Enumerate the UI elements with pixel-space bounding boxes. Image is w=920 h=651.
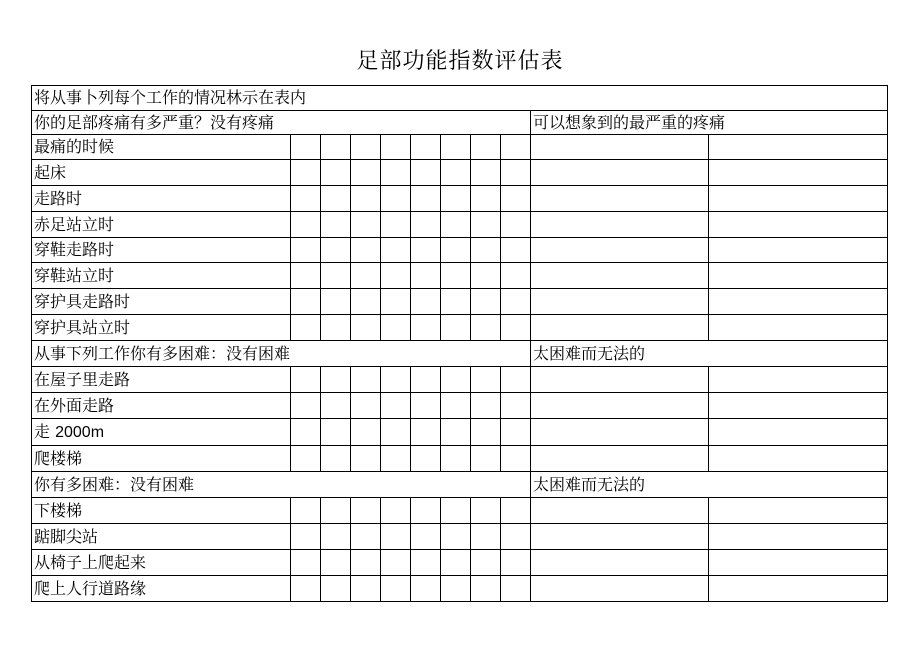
item-label: 穿鞋站立时	[32, 263, 291, 289]
rating-cell[interactable]	[471, 367, 501, 393]
item-label: 在屋子里走路	[32, 367, 291, 393]
instruction-text: 将从事卜列每个工作的情况林示在表内	[32, 86, 888, 111]
rating-cell[interactable]	[441, 498, 471, 524]
rating-cell[interactable]	[471, 446, 501, 472]
rating-cell[interactable]	[441, 419, 471, 446]
rating-cell[interactable]	[381, 186, 411, 212]
item-label: 穿鞋走路时	[32, 238, 291, 263]
rating-cell[interactable]	[381, 524, 411, 550]
rating-cell[interactable]	[441, 524, 471, 550]
section-left-label: 你的足部疼痛有多严重？没有疼痛	[32, 111, 531, 135]
rating-cell-wide[interactable]	[709, 315, 888, 341]
item-label: 走 2000m	[32, 419, 291, 446]
item-label: 起床	[32, 160, 291, 186]
rating-cell[interactable]	[441, 263, 471, 289]
rating-cell[interactable]	[381, 550, 411, 576]
rating-cell-wide[interactable]	[531, 186, 709, 212]
item-label: 爬楼梯	[32, 446, 291, 472]
rating-cell[interactable]	[501, 550, 531, 576]
rating-cell[interactable]	[411, 160, 441, 186]
rating-cell[interactable]	[291, 393, 321, 419]
rating-cell[interactable]	[321, 135, 351, 160]
rating-cell[interactable]	[321, 576, 351, 602]
rating-cell[interactable]	[411, 524, 441, 550]
rating-cell[interactable]	[441, 393, 471, 419]
rating-cell-wide[interactable]	[531, 238, 709, 263]
rating-cell[interactable]	[501, 524, 531, 550]
item-label: 下楼梯	[32, 498, 291, 524]
rating-cell[interactable]	[501, 576, 531, 602]
item-row	[32, 393, 888, 419]
rating-cell[interactable]	[321, 419, 351, 446]
rating-cell[interactable]	[351, 289, 381, 315]
rating-cell[interactable]	[291, 160, 321, 186]
rating-cell-wide[interactable]	[709, 289, 888, 315]
rating-cell[interactable]	[411, 186, 441, 212]
rating-cell[interactable]	[291, 238, 321, 263]
rating-cell-wide[interactable]	[531, 550, 709, 576]
rating-cell[interactable]	[501, 186, 531, 212]
rating-cell[interactable]	[291, 524, 321, 550]
rating-cell-wide[interactable]	[531, 263, 709, 289]
rating-cell-wide[interactable]	[709, 576, 888, 602]
rating-cell[interactable]	[471, 550, 501, 576]
rating-cell[interactable]	[471, 393, 501, 419]
rating-cell[interactable]	[351, 393, 381, 419]
rating-cell[interactable]	[321, 263, 351, 289]
item-row	[32, 550, 888, 576]
rating-cell[interactable]	[381, 212, 411, 238]
section-right-label: 可以想象到的最严重的疼痛	[531, 111, 888, 135]
rating-cell[interactable]	[381, 576, 411, 602]
rating-cell-wide[interactable]	[709, 135, 888, 160]
rating-cell[interactable]	[321, 238, 351, 263]
rating-cell[interactable]	[321, 186, 351, 212]
item-label: 最痛的时候	[32, 135, 291, 160]
rating-cell-wide[interactable]	[531, 446, 709, 472]
rating-cell-wide[interactable]	[709, 212, 888, 238]
rating-cell[interactable]	[411, 498, 441, 524]
rating-cell-wide[interactable]	[709, 524, 888, 550]
rating-cell-wide[interactable]	[531, 135, 709, 160]
rating-cell[interactable]	[291, 135, 321, 160]
rating-cell[interactable]	[411, 419, 441, 446]
rating-cell[interactable]	[441, 446, 471, 472]
rating-cell[interactable]	[351, 576, 381, 602]
rating-cell[interactable]	[381, 367, 411, 393]
item-label: 穿护具站立时	[32, 315, 291, 341]
rating-cell[interactable]	[291, 446, 321, 472]
rating-cell-wide[interactable]	[709, 238, 888, 263]
rating-cell[interactable]	[381, 135, 411, 160]
rating-cell[interactable]	[471, 576, 501, 602]
rating-cell[interactable]	[381, 446, 411, 472]
rating-cell[interactable]	[351, 524, 381, 550]
item-row	[32, 212, 888, 238]
item-row	[32, 289, 888, 315]
item-row	[32, 135, 888, 160]
item-label: 从椅子上爬起来	[32, 550, 291, 576]
rating-cell[interactable]	[441, 160, 471, 186]
rating-cell[interactable]	[411, 212, 441, 238]
rating-cell[interactable]	[351, 186, 381, 212]
rating-cell[interactable]	[441, 550, 471, 576]
rating-cell[interactable]	[351, 263, 381, 289]
rating-cell[interactable]	[411, 576, 441, 602]
rating-cell[interactable]	[501, 315, 531, 341]
rating-cell[interactable]	[501, 238, 531, 263]
section-left-label: 从事下列工作你有多困难：没有困难	[32, 341, 531, 367]
rating-cell-wide[interactable]	[709, 367, 888, 393]
section-header-row	[32, 111, 888, 135]
assessment-table	[31, 85, 888, 602]
rating-cell[interactable]	[321, 550, 351, 576]
rating-cell-wide[interactable]	[709, 393, 888, 419]
rating-cell[interactable]	[441, 315, 471, 341]
page-title: 足部功能指数评估表	[356, 49, 564, 74]
rating-cell[interactable]	[381, 315, 411, 341]
rating-cell[interactable]	[441, 238, 471, 263]
rating-cell[interactable]	[321, 367, 351, 393]
rating-cell[interactable]	[411, 263, 441, 289]
item-label: 穿护具走路时	[32, 289, 291, 315]
rating-cell[interactable]	[411, 135, 441, 160]
rating-cell-wide[interactable]	[531, 419, 709, 446]
rating-cell-wide[interactable]	[709, 498, 888, 524]
rating-cell[interactable]	[321, 212, 351, 238]
rating-cell-wide[interactable]	[709, 419, 888, 446]
item-label: 在外面走路	[32, 393, 291, 419]
item-row	[32, 263, 888, 289]
rating-cell[interactable]	[471, 135, 501, 160]
rating-cell[interactable]	[441, 289, 471, 315]
item-row	[32, 498, 888, 524]
rating-cell[interactable]	[351, 550, 381, 576]
rating-cell[interactable]	[291, 550, 321, 576]
rating-cell[interactable]	[471, 212, 501, 238]
rating-cell[interactable]	[321, 446, 351, 472]
rating-cell[interactable]	[441, 367, 471, 393]
rating-cell[interactable]	[351, 160, 381, 186]
rating-cell[interactable]	[501, 263, 531, 289]
rating-cell[interactable]	[501, 498, 531, 524]
item-row	[32, 160, 888, 186]
rating-cell[interactable]	[351, 498, 381, 524]
rating-cell[interactable]	[381, 160, 411, 186]
rating-cell[interactable]	[291, 576, 321, 602]
rating-cell[interactable]	[351, 446, 381, 472]
item-row	[32, 576, 888, 602]
instruction-row	[32, 86, 888, 111]
rating-cell[interactable]	[411, 315, 441, 341]
rating-cell[interactable]	[411, 446, 441, 472]
rating-cell[interactable]	[381, 393, 411, 419]
rating-cell[interactable]	[411, 289, 441, 315]
rating-cell[interactable]	[501, 419, 531, 446]
rating-cell[interactable]	[351, 212, 381, 238]
rating-cell[interactable]	[441, 212, 471, 238]
rating-cell[interactable]	[471, 160, 501, 186]
item-row	[32, 419, 888, 446]
rating-cell[interactable]	[321, 393, 351, 419]
rating-cell-wide[interactable]	[531, 576, 709, 602]
rating-cell[interactable]	[441, 135, 471, 160]
rating-cell[interactable]	[291, 315, 321, 341]
rating-cell-wide[interactable]	[531, 498, 709, 524]
rating-cell[interactable]	[291, 289, 321, 315]
rating-cell[interactable]	[351, 315, 381, 341]
rating-cell[interactable]	[291, 498, 321, 524]
rating-cell-wide[interactable]	[531, 160, 709, 186]
item-row	[32, 367, 888, 393]
section-header-row	[32, 341, 888, 367]
rating-cell[interactable]	[501, 367, 531, 393]
section-right-label: 太困难而无法的	[531, 472, 888, 498]
rating-cell-wide[interactable]	[531, 367, 709, 393]
rating-cell[interactable]	[471, 186, 501, 212]
rating-cell[interactable]	[411, 393, 441, 419]
rating-cell[interactable]	[501, 446, 531, 472]
rating-cell[interactable]	[501, 212, 531, 238]
item-row	[32, 446, 888, 472]
rating-cell-wide[interactable]	[709, 446, 888, 472]
rating-cell[interactable]	[291, 186, 321, 212]
rating-cell[interactable]	[321, 289, 351, 315]
rating-cell[interactable]	[351, 367, 381, 393]
rating-cell[interactable]	[321, 524, 351, 550]
rating-cell[interactable]	[291, 263, 321, 289]
rating-cell[interactable]	[441, 576, 471, 602]
rating-cell-wide[interactable]	[709, 550, 888, 576]
rating-cell-wide[interactable]	[709, 263, 888, 289]
rating-cell[interactable]	[501, 289, 531, 315]
rating-cell[interactable]	[291, 212, 321, 238]
rating-cell[interactable]	[351, 238, 381, 263]
rating-cell[interactable]	[381, 263, 411, 289]
rating-cell-wide[interactable]	[531, 315, 709, 341]
rating-cell-wide[interactable]	[531, 212, 709, 238]
rating-cell[interactable]	[471, 315, 501, 341]
rating-cell[interactable]	[321, 315, 351, 341]
rating-cell[interactable]	[471, 238, 501, 263]
rating-cell[interactable]	[291, 419, 321, 446]
rating-cell[interactable]	[441, 186, 471, 212]
rating-cell[interactable]	[471, 498, 501, 524]
rating-cell-wide[interactable]	[531, 393, 709, 419]
rating-cell[interactable]	[501, 393, 531, 419]
rating-cell[interactable]	[411, 550, 441, 576]
rating-cell[interactable]	[381, 498, 411, 524]
item-row	[32, 238, 888, 263]
rating-cell-wide[interactable]	[709, 186, 888, 212]
item-label: 走路时	[32, 186, 291, 212]
item-row	[32, 186, 888, 212]
rating-cell[interactable]	[501, 160, 531, 186]
rating-cell-wide[interactable]	[709, 160, 888, 186]
section-header-row	[32, 472, 888, 498]
rating-cell[interactable]	[471, 263, 501, 289]
rating-cell[interactable]	[411, 367, 441, 393]
item-label: 爬上人行道路缘	[32, 576, 291, 602]
section-right-label: 太困难而无法的	[531, 341, 888, 367]
section-left-label: 你有多困难：没有困难	[32, 472, 531, 498]
rating-cell[interactable]	[291, 367, 321, 393]
rating-cell[interactable]	[381, 419, 411, 446]
item-row	[32, 315, 888, 341]
rating-cell[interactable]	[321, 498, 351, 524]
rating-cell[interactable]	[351, 419, 381, 446]
rating-cell-wide[interactable]	[531, 289, 709, 315]
item-label: 踮脚尖站	[32, 524, 291, 550]
rating-cell-wide[interactable]	[531, 524, 709, 550]
item-row	[32, 524, 888, 550]
rating-cell[interactable]	[471, 289, 501, 315]
rating-cell[interactable]	[351, 135, 381, 160]
item-label: 赤足站立时	[32, 212, 291, 238]
rating-cell[interactable]	[381, 238, 411, 263]
rating-cell[interactable]	[411, 238, 441, 263]
rating-cell[interactable]	[471, 524, 501, 550]
rating-cell[interactable]	[321, 160, 351, 186]
rating-cell[interactable]	[501, 135, 531, 160]
rating-cell[interactable]	[381, 289, 411, 315]
rating-cell[interactable]	[471, 419, 501, 446]
